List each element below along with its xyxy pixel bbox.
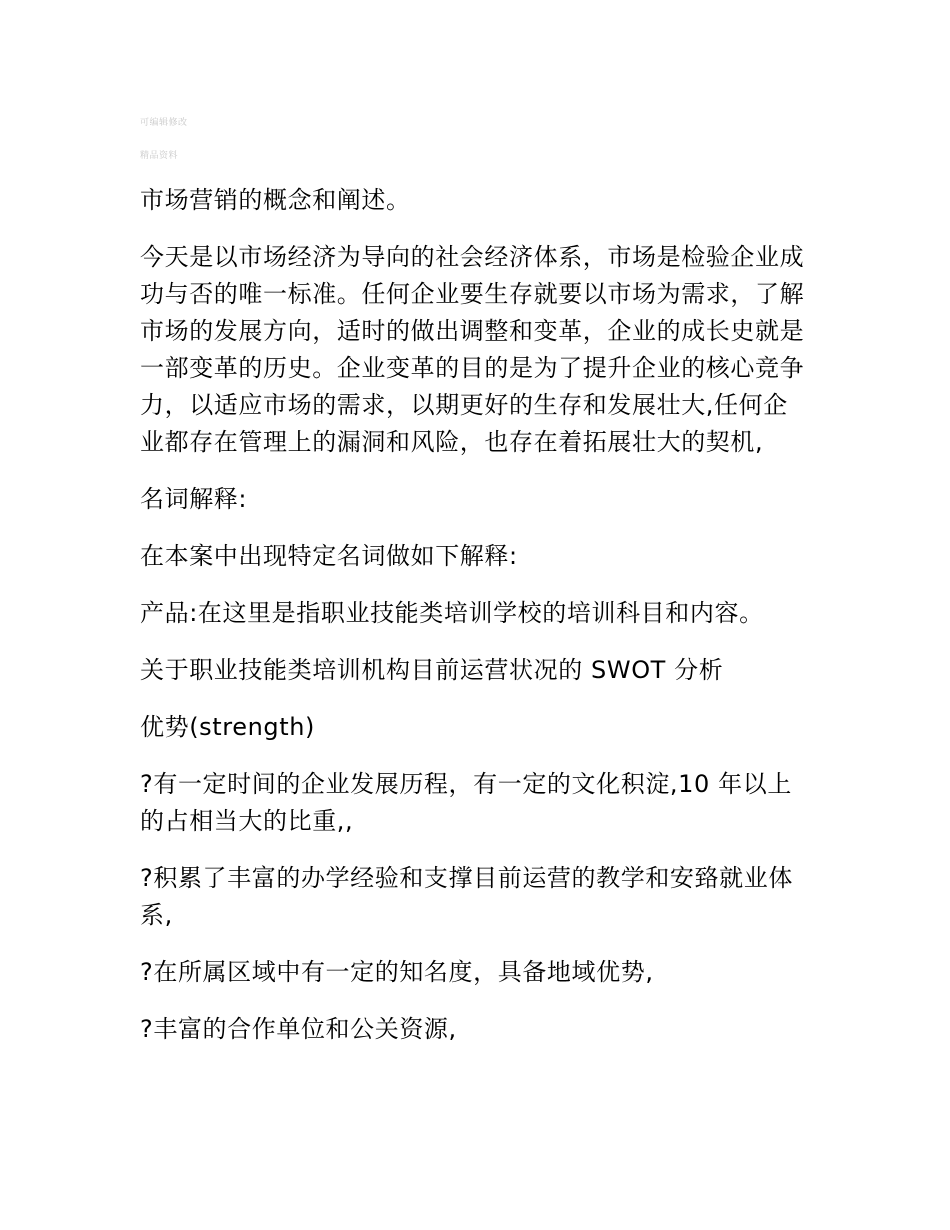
strength-item: ?有一定时间的企业发展历程，有一定的文化积淀,10 年以上的占相当大的比重,, — [140, 770, 792, 835]
swot-heading: 关于职业技能类培训机构目前运营状况的 SWOT 分析 — [140, 656, 724, 684]
watermark-text: 可编辑修改 — [140, 118, 188, 128]
strength-heading: 优势(strength) — [140, 713, 316, 741]
watermark-text: 精品资料 — [140, 151, 179, 161]
strength-item: ?丰富的合作单位和公关资源, — [140, 1015, 457, 1043]
terms-heading: 名词解释: — [140, 485, 248, 513]
document-body — [140, 182, 810, 1068]
strength-item: ?积累了丰富的办学经验和支撑目前运营的教学和安臵就业体系, — [140, 864, 793, 929]
document-title: 市场营销的概念和阐述。 — [140, 186, 411, 214]
intro-paragraph: 今天是以市场经济为导向的社会经济体系，市场是检验企业成功与否的唯一标准。任何企业要生存就要以市场为需求，了解市场的发展方向，适时的做出调整和变革，企业的成长史就是一部变革的历史。企业变革的目的是为了提升企业的核心竞争力，以适应市场的需求，以期更好的生存和发展壮大,任何企业都存在管理上的漏洞和风险，也存在着拓展壮大的契机, — [140, 243, 805, 456]
terms-intro: 在本案中出现特定名词做如下解释: — [140, 542, 518, 570]
term-product: 产品:在这里是指职业技能类培训学校的培训科目和内容。 — [140, 599, 764, 627]
strength-item: ?在所属区域中有一定的知名度，具备地域优势, — [140, 958, 654, 986]
